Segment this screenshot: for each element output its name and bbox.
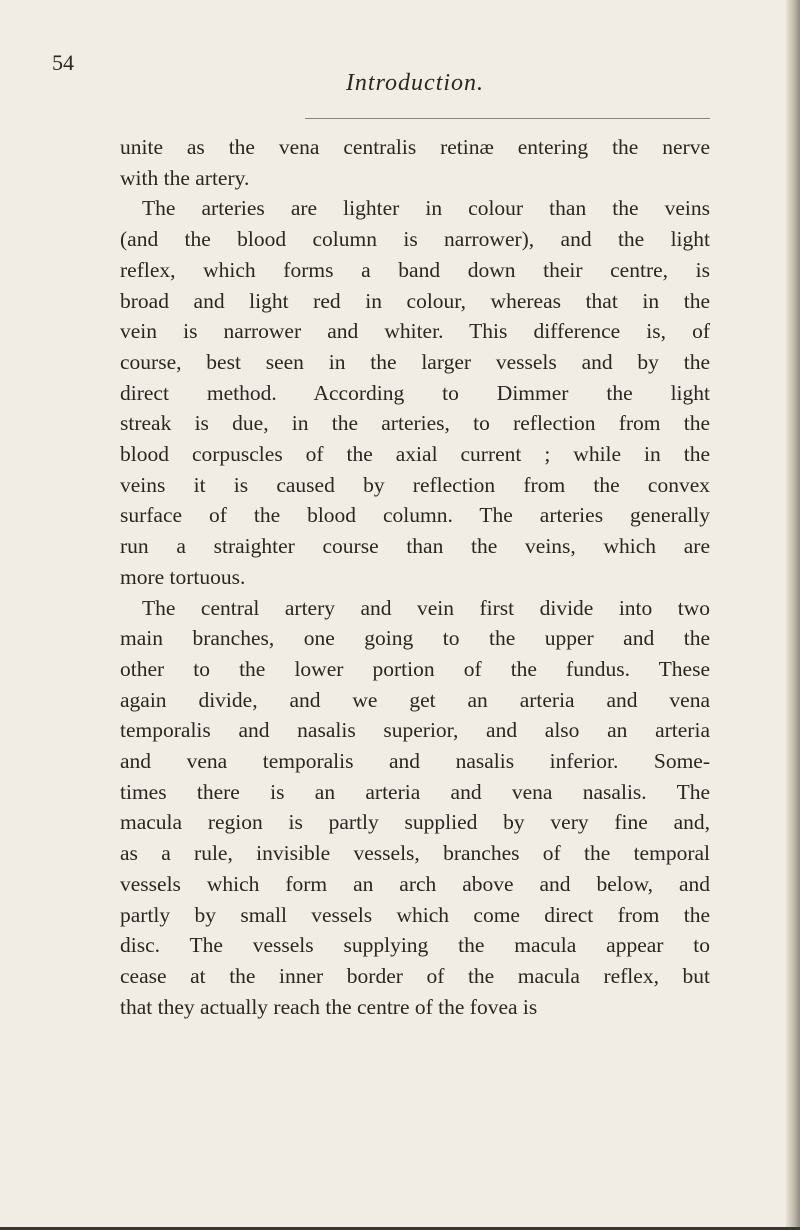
text-line: that they actually reach the centre of the fovea is: [120, 994, 538, 1019]
text-line: partly by small vessels which come direct from the: [120, 902, 710, 927]
text-line: main branches, one going to the upper and the: [120, 626, 710, 651]
body-text: [120, 132, 710, 1022]
text-line: direct method. According to Dimmer the light: [120, 380, 710, 405]
paragraph-3: [120, 593, 710, 1023]
text-line: times there is an arteria and vena nasalis. The: [120, 779, 710, 804]
text-line: more tortuous.: [120, 564, 246, 589]
text-line: unite as the vena centralis retinæ entering the nerve: [120, 135, 710, 159]
text-line: vessels which form an arch above and below, and: [120, 871, 710, 896]
text-line: course, best seen in the larger vessels and by the: [120, 349, 710, 374]
text-line: again divide, and we get an arteria and vena: [120, 687, 710, 712]
text-line: run a straighter course than the veins, which are: [120, 534, 710, 559]
text-line: macula region is partly supplied by very fine and,: [120, 810, 710, 835]
text-line: The central artery and vein first divide into two: [142, 595, 710, 620]
text-line: reflex, which forms a band down their centre, is: [120, 257, 710, 282]
page-number: 54: [52, 50, 74, 75]
text-line: as a rule, invisible vessels, branches of the temporal: [120, 841, 710, 866]
text-line: temporalis and nasalis superior, and also an arteria: [120, 718, 710, 743]
running-title: Introduction.: [345, 70, 485, 96]
paragraph-1: [120, 132, 710, 193]
text-line: and vena temporalis and nasalis inferior. Some-: [120, 749, 710, 774]
text-line: other to the lower portion of the fundus. These: [120, 656, 710, 681]
text-line: broad and light red in colour, whereas that in the: [120, 288, 710, 313]
text-line: with the artery.: [120, 165, 250, 190]
text-line: blood corpuscles of the axial current ; while in the: [120, 442, 710, 467]
text-line: (and the blood column is narrower), and the light: [120, 227, 710, 252]
header-rule: [305, 118, 710, 119]
text-line: veins it is caused by reflection from the convex: [120, 472, 710, 497]
text-line: vein is narrower and whiter. This difference is, of: [120, 319, 710, 344]
text-line: The arteries are lighter in colour than the veins: [142, 196, 710, 221]
text-line: surface of the blood column. The arteries generally: [120, 503, 710, 528]
paragraph-2: [120, 193, 710, 592]
text-line: streak is due, in the arteries, to reflection from the: [120, 411, 710, 436]
text-line: disc. The vessels supplying the macula appear to: [120, 933, 710, 958]
page-edge-shadow: [786, 0, 800, 1230]
text-line: cease at the inner border of the macula reflex, but: [120, 963, 710, 988]
